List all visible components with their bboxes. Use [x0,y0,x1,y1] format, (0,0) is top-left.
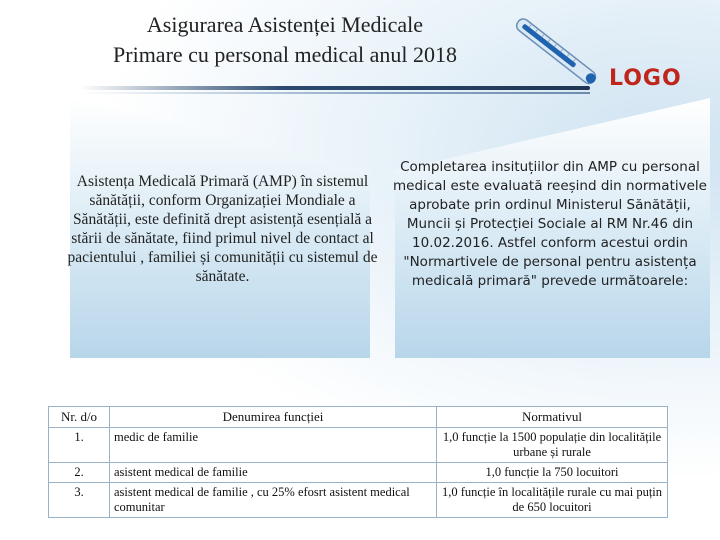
amp-definition-text: Asistența Medicală Primară (AMP) în sistemul sănătății, conform Organizației Mondiale a Sănătății, este definită drept asistență esențială a stării de sănătate, fiind primul nivel de contact al pacientului , familiei și comunității cu sistemul de sănătate. [67,173,378,285]
row-function: asistent medical de familie [110,463,437,483]
row-nr: 3. [49,483,110,518]
row-norm: 1,0 funcție în localitățile rurale cu mai puțin de 650 locuitori [437,483,668,518]
title-line-1: Asigurarea Asistenței Medicale [146,12,424,37]
table-header-row [49,407,668,428]
header-nr: Nr. d/o [49,407,110,428]
norms-table [48,406,668,518]
row-norm: 1,0 funcție la 750 locuitori [437,463,668,483]
logo: LOGO [609,66,682,91]
row-nr: 2. [49,463,110,483]
row-function: medic de familie [110,428,437,463]
header-norm: Normativul [437,407,668,428]
staffing-norms-text: Completarea insituțiilor din AMP cu personal medical este evaluată reeșind din normativele aprobate prin ordinul Ministerul Sănătății, Muncii și Protecției Sociale al RM Nr.46 din 10.02.2016. Astfel conform acestui ordin "Normartivele de personal pentru asistența medicală primară" prevede următoarele: [393,159,707,289]
thermometer-icon [500,10,610,92]
header-function: Denumirea funcției [110,407,437,428]
table-row [49,483,668,518]
row-nr: 1. [49,428,110,463]
table-row [49,463,668,483]
page-title [70,10,500,70]
table-row [49,428,668,463]
title-underline-secondary [80,92,590,94]
title-line-2: Primare cu personal medical anul 2018 [113,42,457,67]
row-norm: 1,0 funcție la 1500 populație din localitățile urbane și rurale [437,428,668,463]
row-function: asistent medical de familie , cu 25% efosrt asistent medical comunitar [110,483,437,518]
